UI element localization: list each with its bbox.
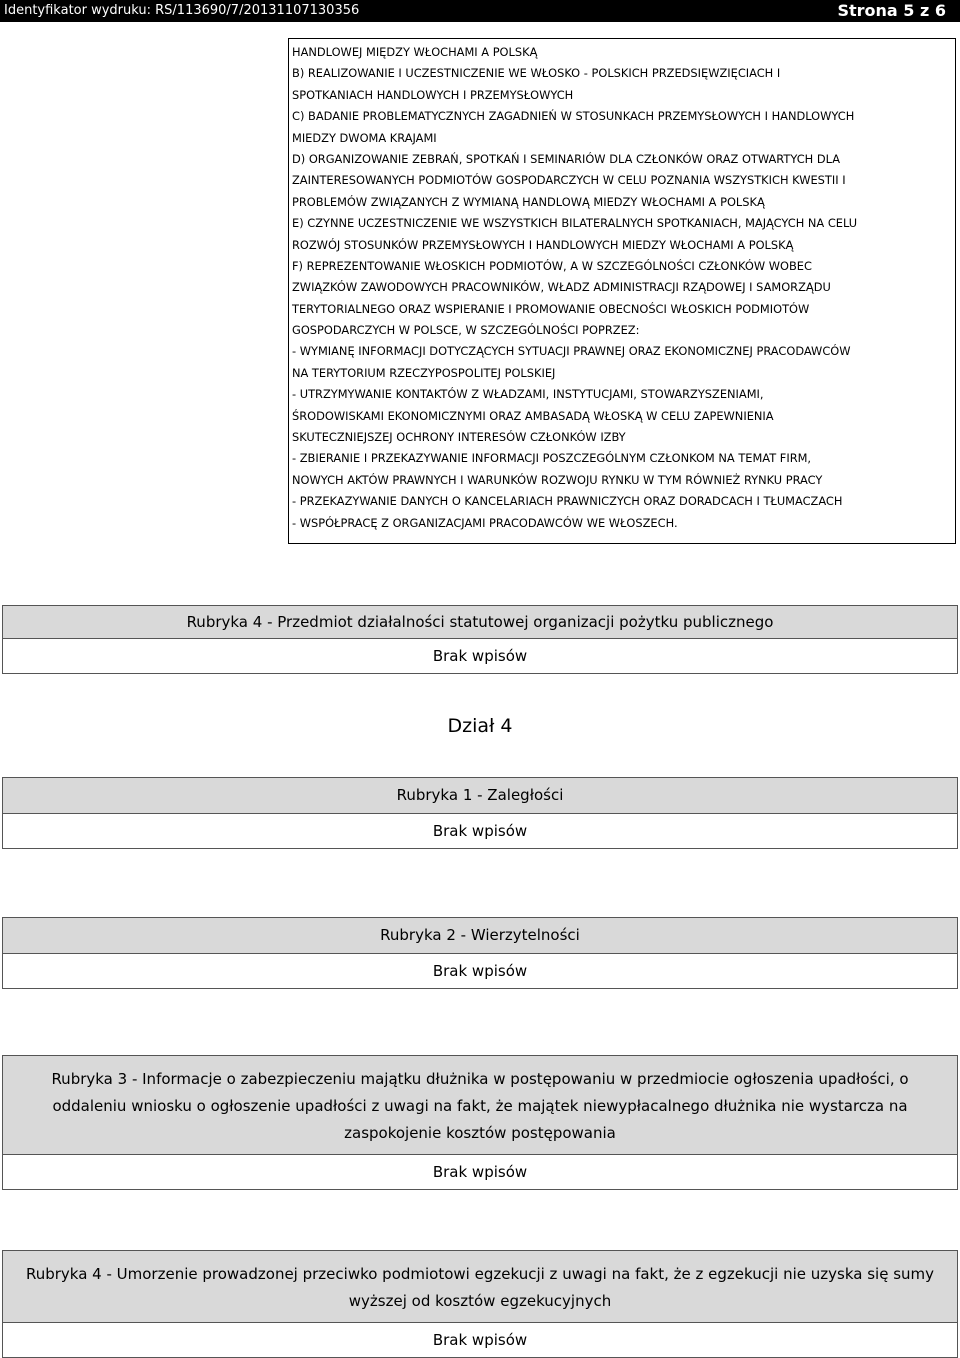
text-line: PROBLEMÓW ZWIĄZANYCH Z WYMIANĄ HANDLOWĄ MIEDZY WŁOCHAMI A POLSKĄ — [292, 194, 765, 209]
section-rubryka-2 — [2, 917, 958, 989]
dzial-heading: Dział 4 — [447, 715, 513, 737]
text-line: ROZWÓJ STOSUNKÓW PRZEMYSŁOWYCH I HANDLOWYCH MIEDZY WŁOCHAMI A POLSKĄ — [292, 237, 794, 252]
text-line: NA TERYTORIUM RZECZYPOSPOLITEJ POLSKIEJ — [292, 365, 556, 380]
section-rubryka-1 — [2, 777, 958, 849]
section-rubryka-3 — [2, 1055, 958, 1190]
section-rubryka-4-opp — [2, 605, 958, 674]
text-line: ZWIĄZKÓW ZAWODOWYCH PRACOWNIKÓW, WŁADZ ADMINISTRACJI RZĄDOWEJ I SAMORZĄDU — [292, 280, 831, 295]
print-header — [0, 0, 960, 22]
section-value: Brak wpisów — [432, 1163, 528, 1181]
text-line: TERYTORIALNEGO ORAZ WSPIERANIE I PROMOWANIE OBECNOŚCI WŁOSKICH PODMIOTÓW — [292, 301, 810, 316]
section-title: Rubryka 4 - Umorzenie prowadzonej przeciwko podmiotowi egzekucji z uwagi na fakt, że z egzekucji nie uzyska się sumy wyższej od kosztów egzekucyjnych — [3, 1251, 957, 1323]
text-line: C) BADANIE PROBLEMATYCZNYCH ZAGADNIEŃ W STOSUNKACH PRZEMYSŁOWYCH I HANDLOWYCH — [292, 109, 855, 124]
text-line: HANDLOWEJ MIĘDZY WŁOCHAMI A POLSKĄ — [292, 45, 538, 59]
section-title: Rubryka 3 - Informacje o zabezpieczeniu majątku dłużnika w postępowaniu w przedmiocie ogłoszenia upadłości, o oddaleniu wniosku o ogłoszenie upadłości z uwagi na fakt, że majątek niewypłacalnego dłużnika nie wystarcza na zaspokojenie kosztów postępowania — [3, 1056, 957, 1155]
text-line: - UTRZYMYWANIE KONTAKTÓW Z WŁADZAMI, INSTYTUCJAMI, STOWARZYSZENIAMI, — [292, 387, 764, 402]
text-line: E) CZYNNE UCZESTNICZENIE WE WSZYSTKICH BILATERALNYCH SPOTKANIACH, MAJĄCYCH NA CELU — [292, 216, 858, 231]
text-line: - ZBIERANIE I PRZEKAZYWANIE INFORMACJI POSZCZEGÓLNYM CZŁONKOM NA TEMAT FIRM, — [292, 451, 812, 466]
text-line: GOSPODARCZYCH W POLSCE, W SZCZEGÓLNOŚCI POPRZEZ: — [292, 323, 640, 338]
text-line: - WYMIANĘ INFORMACJI DOTYCZĄCYCH SYTUACJI PRAWNEJ ORAZ EKONOMICZNEJ PRACODAWCÓW — [292, 344, 851, 359]
section-value: Brak wpisów — [432, 1331, 528, 1349]
section-value: Brak wpisów — [432, 822, 528, 840]
text-line: F) REPREZENTOWANIE WŁOSKICH PODMIOTÓW, A W SZCZEGÓLNOŚCI CZŁONKÓW WOBEC — [292, 258, 812, 273]
section-value: Brak wpisów — [432, 962, 528, 980]
page-number: Strona 5 z 6 — [837, 1, 946, 20]
section-value: Brak wpisów — [432, 647, 528, 665]
activity-text-box — [288, 38, 956, 544]
text-line: SKUTECZNIEJSZEJ OCHRONY INTERESÓW CZŁONKÓW IZBY — [292, 430, 626, 445]
section-rubryka-4-egzekucja — [2, 1250, 958, 1358]
text-line: D) ORGANIZOWANIE ZEBRAŃ, SPOTKAŃ I SEMINARIÓW DLA CZŁONKÓW ORAZ OTWARTYCH DLA — [292, 151, 840, 166]
print-id: Identyfikator wydruku: RS/113690/7/20131107130356 — [4, 3, 360, 18]
section-title: Rubryka 4 - Przedmiot działalności statutowej organizacji pożytku publicznego — [3, 606, 957, 639]
text-line: B) REALIZOWANIE I UCZESTNICZENIE WE WŁOSKO - POLSKICH PRZEDSIĘWZIĘCIACH I — [292, 66, 781, 81]
text-line: SPOTKANIACH HANDLOWYCH I PRZEMYSŁOWYCH — [292, 87, 574, 102]
text-line: ZAINTERESOWANYCH PODMIOTÓW GOSPODARCZYCH W CELU POZNANIA WSZYSTKICH KWESTII I — [292, 173, 846, 188]
text-line: MIEDZY DWOMA KRAJAMI — [292, 130, 437, 145]
text-line: ŚRODOWISKAMI EKONOMICZNYMI ORAZ AMBASADĄ WŁOSKĄ W CELU ZAPEWNIENIA — [292, 408, 774, 423]
text-line: - PRZEKAZYWANIE DANYCH O KANCELARIACH PRAWNICZYCH ORAZ DORADCACH I TŁUMACZACH — [292, 494, 843, 509]
section-title: Rubryka 1 - Zaległości — [3, 778, 957, 814]
section-title: Rubryka 2 - Wierzytelności — [3, 918, 957, 954]
text-line: - WSPÓŁPRACĘ Z ORGANIZACJAMI PRACODAWCÓW WE WŁOSZECH. — [292, 515, 678, 530]
text-line: NOWYCH AKTÓW PRAWNYCH I WARUNKÓW ROZWOJU RYNKU W TYM RÓWNIEŻ RYNKU PRACY — [292, 472, 823, 487]
